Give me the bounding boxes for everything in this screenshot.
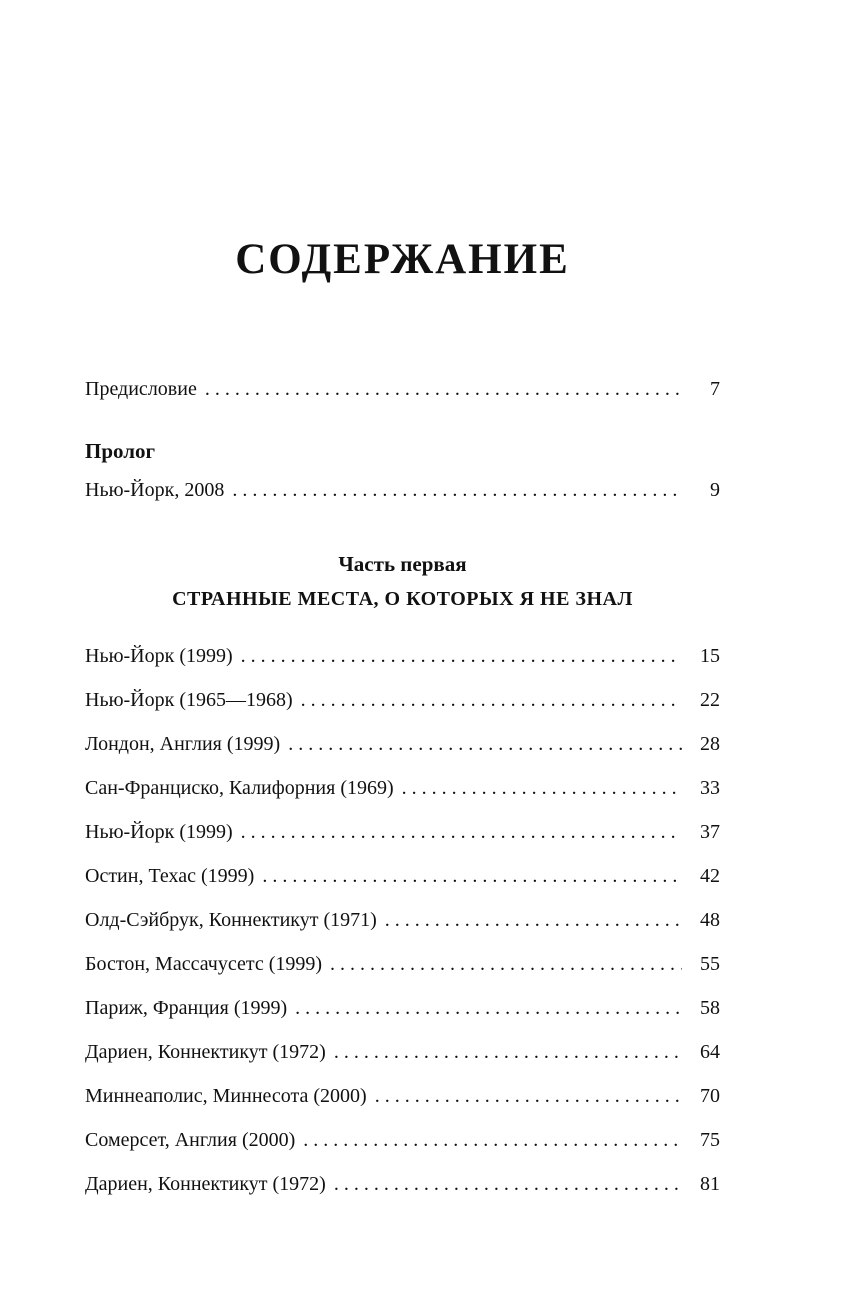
toc-section-heading: Пролог — [85, 439, 156, 464]
toc-leader-dots — [262, 866, 682, 887]
toc-page-number: 28 — [700, 733, 720, 756]
toc-page-number: 7 — [710, 378, 720, 401]
toc-entry — [85, 1086, 720, 1107]
toc-leader-dots — [330, 954, 682, 975]
toc-entry — [85, 1042, 720, 1063]
toc-leader-dots — [241, 646, 682, 667]
toc-page-number: 70 — [700, 1085, 720, 1108]
toc-entry-label: Бостон, Массачусетс (1999) — [85, 953, 323, 976]
toc-entry — [85, 690, 720, 711]
toc-page-number: 48 — [700, 909, 720, 932]
toc-entry — [85, 910, 720, 931]
toc-leader-dots — [205, 379, 682, 400]
table-of-contents — [85, 379, 720, 1195]
toc-leader-dots — [301, 690, 682, 711]
toc-entry-label: Олд-Сэйбрук, Коннектикут (1971) — [85, 909, 377, 932]
toc-entry — [85, 954, 720, 975]
page-title: СОДЕРЖАНИЕ — [235, 236, 570, 283]
toc-page-number: 58 — [700, 997, 720, 1020]
toc-leader-dots — [232, 480, 682, 501]
toc-entry-label: Миннеаполис, Миннесота (2000) — [85, 1085, 367, 1108]
toc-leader-dots — [303, 1130, 682, 1151]
toc-entry-label: Нью-Йорк (1999) — [85, 821, 233, 844]
toc-page-number: 15 — [700, 645, 720, 668]
toc-entry-label: Сомерсет, Англия (2000) — [85, 1129, 296, 1152]
toc-entry-label: Париж, Франция (1999) — [85, 997, 288, 1020]
toc-entry-label: Нью-Йорк (1999) — [85, 645, 233, 668]
toc-entry-label: Лондон, Англия (1999) — [85, 733, 281, 756]
toc-entry-label: Дариен, Коннектикут (1972) — [85, 1041, 326, 1064]
toc-page-number: 81 — [700, 1173, 720, 1196]
toc-entry-label: Дариен, Коннектикут (1972) — [85, 1173, 326, 1196]
toc-leader-dots — [241, 822, 682, 843]
toc-page-number: 55 — [700, 953, 720, 976]
toc-entry-label: Сан-Франциско, Калифорния (1969) — [85, 777, 394, 800]
toc-entry — [85, 734, 720, 755]
toc-page-number: 37 — [700, 821, 720, 844]
toc-entry-label: Остин, Техас (1999) — [85, 865, 255, 888]
toc-leader-dots — [385, 910, 682, 931]
toc-entry — [85, 646, 720, 667]
toc-leader-dots — [402, 778, 682, 799]
toc-page-number: 22 — [700, 689, 720, 712]
toc-leader-dots — [295, 998, 682, 1019]
toc-entry — [85, 480, 720, 501]
toc-entry — [85, 866, 720, 887]
toc-leader-dots — [288, 734, 682, 755]
toc-part-subtitle: СТРАННЫЕ МЕСТА, О КОТОРЫХ Я НЕ ЗНАЛ — [172, 588, 633, 611]
toc-entry — [85, 379, 720, 400]
toc-page-number: 42 — [700, 865, 720, 888]
toc-leader-dots — [375, 1086, 682, 1107]
toc-entry — [85, 998, 720, 1019]
toc-leader-dots — [334, 1174, 682, 1195]
toc-page-number: 9 — [710, 479, 720, 502]
toc-entry — [85, 1130, 720, 1151]
toc-part-title: Часть первая — [338, 552, 467, 577]
toc-entry — [85, 822, 720, 843]
toc-entry-label: Нью-Йорк, 2008 — [85, 479, 225, 502]
toc-entry-label: Нью-Йорк (1965—1968) — [85, 689, 293, 712]
toc-page-number: 75 — [700, 1129, 720, 1152]
toc-page-number: 33 — [700, 777, 720, 800]
toc-entry — [85, 778, 720, 799]
toc-leader-dots — [334, 1042, 682, 1063]
toc-entry-label: Предисловие — [85, 378, 197, 401]
toc-entry — [85, 1174, 720, 1195]
toc-page-number: 64 — [700, 1041, 720, 1064]
